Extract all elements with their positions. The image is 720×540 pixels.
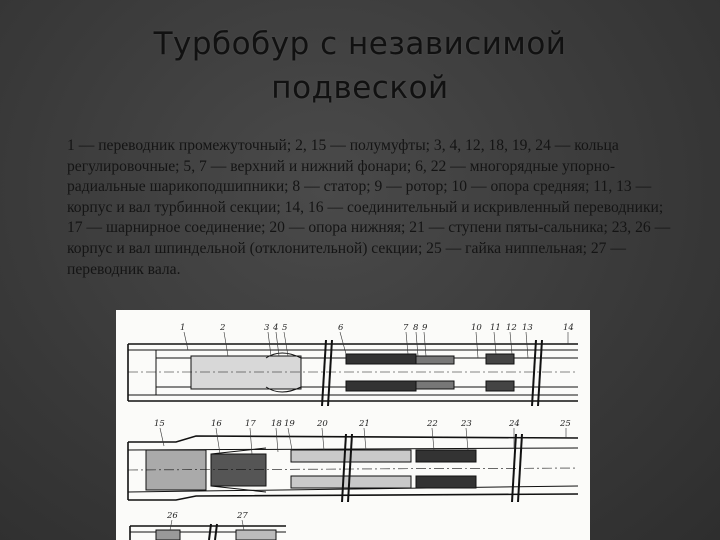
callout-14: 14 xyxy=(563,323,574,333)
callout-4: 4 xyxy=(273,323,279,333)
callout-9: 9 xyxy=(422,323,428,333)
callout-3: 3 xyxy=(264,323,270,333)
callout-20: 20 xyxy=(317,419,328,429)
callout-26: 26 xyxy=(167,511,178,521)
row3-assembly xyxy=(130,524,286,540)
row3-leaders xyxy=(170,520,244,530)
callout-6: 6 xyxy=(338,323,344,333)
callout-16: 16 xyxy=(211,419,222,429)
callout-25: 25 xyxy=(560,419,571,429)
row1-callouts xyxy=(180,323,574,333)
callout-23: 23 xyxy=(461,419,472,429)
title-line-1: Турбобур с независимой xyxy=(153,26,567,62)
title-line-2: подвеской xyxy=(271,70,449,106)
callout-19: 19 xyxy=(284,419,295,429)
callout-24: 24 xyxy=(509,419,520,429)
row2-callouts xyxy=(154,419,571,429)
callout-21: 21 xyxy=(359,419,370,429)
callout-22: 22 xyxy=(427,419,438,429)
callout-13: 13 xyxy=(522,323,533,333)
slide-title xyxy=(60,22,660,110)
callout-2: 2 xyxy=(220,323,226,333)
legend-text: 1 — переводник промежуточный; 2, 15 — полумуфты; 3, 4, 12, 18, 19, 24 — кольца регулировочные; 5, 7 — верхний и нижний фонари; 6, 22 — многорядные упорно-радиальные шарикоподшипники; 8 — статор; 9 — ротор; 10 — опора средняя; 11, 13 — корпус и вал турбинной секции; 14, 16 — соединительный и искривленный переводники; 17 — шарнирное соединение; 20 — опора нижняя; 21 — ступени пяты-сальника; 23, 26 — корпус и вал шпиндельной (отклонительной) секции; 25 — гайка ниппельная; 27 — переводник вала. xyxy=(67,137,671,278)
callout-11: 11 xyxy=(490,323,501,333)
callout-5: 5 xyxy=(282,323,288,333)
callout-10: 10 xyxy=(471,323,482,333)
drawing-canvas xyxy=(116,310,590,540)
turbodrill-drawing xyxy=(116,310,590,540)
row3-callouts xyxy=(166,511,248,521)
row1-assembly xyxy=(128,340,578,406)
callout-8: 8 xyxy=(413,323,419,333)
callout-15: 15 xyxy=(154,419,165,429)
callout-27: 27 xyxy=(237,511,248,521)
callout-18: 18 xyxy=(271,419,282,429)
callout-7: 7 xyxy=(403,323,409,333)
callout-17: 17 xyxy=(245,419,256,429)
callout-12: 12 xyxy=(506,323,517,333)
row2-assembly xyxy=(128,434,578,502)
callout-1: 1 xyxy=(180,323,186,333)
